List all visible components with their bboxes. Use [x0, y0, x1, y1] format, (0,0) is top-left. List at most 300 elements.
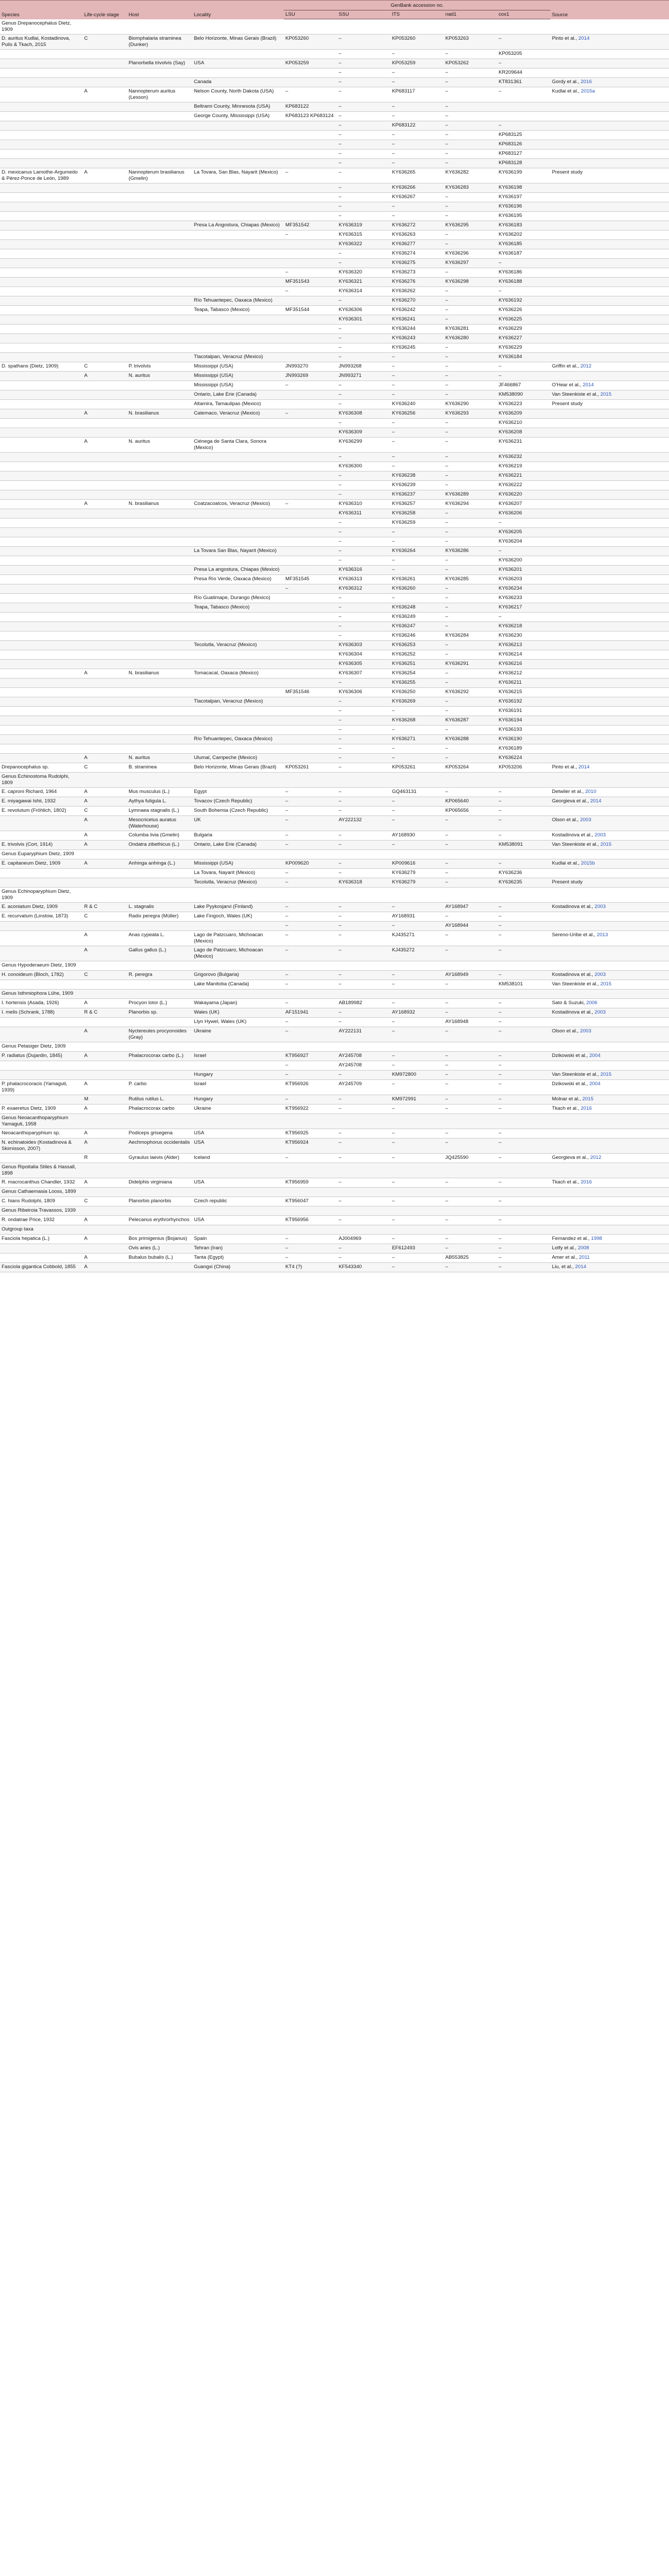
locality-cell: Wakayama (Japan): [192, 998, 284, 1008]
cox1-accession-cell: KY636211: [497, 678, 550, 687]
header-species: Species: [0, 1, 83, 19]
source-cell: [550, 221, 669, 230]
life-cycle-stage-cell: A: [83, 499, 127, 509]
source-year-link[interactable]: 2015: [600, 981, 612, 987]
locality-cell: Belo Horizonte, Minas Gerais (Brazil): [192, 34, 284, 49]
locality-cell: Beltrami County, Minnesota (USA): [192, 102, 284, 111]
source-cell: [550, 946, 669, 961]
source-year-link[interactable]: 2014: [575, 1263, 586, 1270]
host-cell: [127, 868, 192, 878]
source-cell: [550, 111, 669, 121]
source-year-link[interactable]: 1998: [591, 1235, 603, 1241]
species-cell: [0, 753, 83, 763]
species-cell: [0, 399, 83, 409]
lsu-accession-cell: –: [284, 381, 337, 390]
cox1-accession-cell: –: [497, 806, 550, 815]
table-row: [0, 840, 669, 849]
locality-cell: [192, 19, 284, 34]
cox1-accession-cell: KY636193: [497, 725, 550, 734]
host-cell: R. peregra: [127, 970, 192, 980]
lsu-accession-cell: –: [284, 930, 337, 946]
lsu-accession-cell: –: [284, 912, 337, 921]
its-accession-cell: KP053259: [390, 59, 444, 68]
its-accession-cell: [390, 989, 444, 998]
species-cell: [0, 1027, 83, 1042]
cox1-accession-cell: –: [497, 831, 550, 840]
cox1-accession-cell: KP683126: [497, 140, 550, 149]
species-cell: [0, 527, 83, 537]
species-cell: I. melis (Schrank, 1788): [0, 1008, 83, 1017]
life-cycle-stage-cell: A: [83, 859, 127, 868]
source-cell: [550, 1153, 669, 1163]
locality-cell: Hungary: [192, 1070, 284, 1079]
life-cycle-stage-cell: [83, 565, 127, 574]
source-year-link[interactable]: 2016: [580, 1105, 592, 1111]
host-cell: Bos primigenius (Bojanus): [127, 1234, 192, 1244]
cox1-accession-cell: KY636200: [497, 556, 550, 565]
nad1-accession-cell: –: [444, 230, 497, 239]
lsu-accession-cell: [284, 480, 337, 490]
ssu-accession-cell: –: [337, 556, 390, 565]
table-row: [0, 546, 669, 556]
species-cell: [0, 878, 83, 887]
genus-group-row: [0, 1206, 669, 1215]
host-cell: [127, 527, 192, 537]
locality-cell: [192, 584, 284, 593]
source-year-link[interactable]: 2014: [582, 382, 594, 388]
cox1-accession-cell: KY636186: [497, 268, 550, 277]
host-cell: [127, 878, 192, 887]
life-cycle-stage-cell: [83, 574, 127, 584]
nad1-accession-cell: [444, 1113, 497, 1129]
source-year-link[interactable]: 2015: [600, 391, 612, 397]
table-row: [0, 980, 669, 989]
lsu-accession-cell: –: [284, 1017, 337, 1027]
genus-group-row: [0, 1113, 669, 1129]
source-year-link[interactable]: 2016: [580, 78, 592, 85]
table-row: [0, 68, 669, 77]
species-cell: [0, 409, 83, 418]
source-year-link[interactable]: 2015: [600, 841, 612, 847]
its-accession-cell: KY636266: [390, 183, 444, 192]
host-cell: Nyctereutes procyonoides (Gray): [127, 1027, 192, 1042]
table-row: [0, 230, 669, 239]
locality-cell: [192, 659, 284, 669]
life-cycle-stage-cell: A: [83, 797, 127, 806]
life-cycle-stage-cell: [83, 452, 127, 462]
its-accession-cell: –: [390, 1197, 444, 1206]
nad1-accession-cell: AY168949: [444, 970, 497, 980]
source-year-link[interactable]: 2004: [589, 1052, 601, 1059]
cox1-accession-cell: –: [497, 1153, 550, 1163]
its-accession-cell: [390, 1206, 444, 1215]
species-cell: [0, 77, 83, 87]
ssu-accession-cell: –: [337, 211, 390, 221]
ssu-accession-cell: –: [337, 1244, 390, 1253]
host-cell: [127, 158, 192, 168]
nad1-accession-cell: –: [444, 868, 497, 878]
cox1-accession-cell: KT831361: [497, 77, 550, 87]
locality-cell: [192, 324, 284, 334]
table-row: [0, 1079, 669, 1095]
locality-cell: [192, 480, 284, 490]
lsu-accession-cell: [284, 556, 337, 565]
ssu-accession-cell: KY636319: [337, 221, 390, 230]
host-cell: Bubalus bubalis (L.): [127, 1253, 192, 1262]
ssu-accession-cell: [337, 772, 390, 787]
source-cell: [550, 1070, 669, 1079]
host-cell: [127, 286, 192, 296]
host-cell: [127, 140, 192, 149]
nad1-accession-cell: –: [444, 1061, 497, 1070]
cox1-accession-cell: KY636234: [497, 584, 550, 593]
locality-cell: [192, 121, 284, 130]
life-cycle-stage-cell: [83, 706, 127, 716]
nad1-accession-cell: KY636281: [444, 324, 497, 334]
nad1-accession-cell: KY636293: [444, 409, 497, 418]
table-row: [0, 49, 669, 59]
locality-cell: [192, 678, 284, 687]
source-year-link[interactable]: 2015: [600, 1071, 612, 1077]
species-cell: [0, 612, 83, 622]
table-row: [0, 277, 669, 286]
cox1-accession-cell: –: [497, 286, 550, 296]
its-accession-cell: KY636264: [390, 546, 444, 556]
ssu-accession-cell: –: [337, 1017, 390, 1027]
lsu-accession-cell: [284, 77, 337, 87]
cox1-accession-cell: KY636229: [497, 324, 550, 334]
life-cycle-stage-cell: [83, 390, 127, 399]
species-cell: [0, 390, 83, 399]
ssu-accession-cell: –: [337, 1008, 390, 1017]
host-cell: [127, 462, 192, 471]
its-accession-cell: KP009616: [390, 859, 444, 868]
cox1-accession-cell: KY636206: [497, 509, 550, 518]
lsu-accession-cell: [284, 1113, 337, 1129]
life-cycle-stage-cell: A: [83, 815, 127, 831]
ssu-accession-cell: –: [337, 102, 390, 111]
nad1-accession-cell: –: [444, 296, 497, 305]
ssu-accession-cell: –: [337, 1138, 390, 1153]
species-cell: D. mexicanus Lamothe-Argumedo & Pérez-Ponce de León, 1989: [0, 168, 83, 183]
nad1-accession-cell: [444, 989, 497, 998]
source-year-link[interactable]: 2014: [590, 798, 602, 804]
species-cell: Genus Petasiger Dietz, 1909: [0, 1042, 83, 1051]
ssu-accession-cell: AY245708: [337, 1061, 390, 1070]
species-cell: [0, 537, 83, 546]
its-accession-cell: KY636257: [390, 499, 444, 509]
source-year-link[interactable]: 2008: [578, 1245, 589, 1251]
species-cell: [0, 706, 83, 716]
host-cell: [127, 381, 192, 390]
its-accession-cell: KY636275: [390, 258, 444, 268]
life-cycle-stage-cell: [83, 211, 127, 221]
source-cell: [550, 603, 669, 612]
life-cycle-stage-cell: [83, 612, 127, 622]
species-cell: [0, 296, 83, 305]
table-row: [0, 1215, 669, 1225]
lsu-accession-cell: [284, 725, 337, 734]
source-year-link[interactable]: 2012: [580, 363, 592, 369]
source-year-link[interactable]: 2015b: [581, 860, 595, 866]
nad1-accession-cell: –: [444, 930, 497, 946]
its-accession-cell: –: [390, 980, 444, 989]
table-row: [0, 806, 669, 815]
life-cycle-stage-cell: [83, 887, 127, 902]
life-cycle-stage-cell: [83, 697, 127, 706]
lsu-accession-cell: KT956927: [284, 1051, 337, 1061]
nad1-accession-cell: –: [444, 697, 497, 706]
nad1-accession-cell: –: [444, 678, 497, 687]
table-row: [0, 192, 669, 202]
species-cell: D. spathans (Dietz, 1909): [0, 362, 83, 371]
ssu-accession-cell: KF543340: [337, 1262, 390, 1272]
life-cycle-stage-cell: [83, 140, 127, 149]
source-year-link[interactable]: 2013: [596, 932, 608, 938]
cox1-accession-cell: –: [497, 912, 550, 921]
life-cycle-stage-cell: [83, 315, 127, 324]
life-cycle-stage-cell: [83, 183, 127, 192]
its-accession-cell: [390, 1113, 444, 1129]
species-cell: [0, 462, 83, 471]
life-cycle-stage-cell: [83, 49, 127, 59]
cox1-accession-cell: [497, 849, 550, 859]
source-cell: [550, 452, 669, 462]
its-accession-cell: [390, 849, 444, 859]
source-year-link[interactable]: 2003: [580, 816, 592, 823]
nad1-accession-cell: –: [444, 462, 497, 471]
source-year-link[interactable]: 2010: [585, 788, 596, 795]
ssu-accession-cell: –: [337, 546, 390, 556]
nad1-accession-cell: KY636290: [444, 399, 497, 409]
its-accession-cell: KY636259: [390, 518, 444, 527]
its-accession-cell: –: [390, 970, 444, 980]
source-cell: [550, 418, 669, 428]
its-accession-cell: KY636258: [390, 509, 444, 518]
ssu-accession-cell: –: [337, 612, 390, 622]
life-cycle-stage-cell: [83, 849, 127, 859]
cox1-accession-cell: KY636218: [497, 622, 550, 631]
its-accession-cell: KY636267: [390, 192, 444, 202]
cox1-accession-cell: KY636224: [497, 753, 550, 763]
source-year-link[interactable]: 2006: [586, 999, 597, 1006]
source-cell: [550, 409, 669, 418]
cox1-accession-cell: –: [497, 1104, 550, 1113]
species-cell: [0, 716, 83, 725]
its-accession-cell: KY636256: [390, 409, 444, 418]
source-year-link[interactable]: 2012: [590, 1154, 602, 1160]
species-cell: [0, 640, 83, 650]
ssu-accession-cell: –: [337, 946, 390, 961]
source-year-link[interactable]: 2003: [594, 971, 606, 978]
nad1-accession-cell: –: [444, 102, 497, 111]
nad1-accession-cell: –: [444, 603, 497, 612]
its-accession-cell: KY636279: [390, 868, 444, 878]
genus-group-row: [0, 772, 669, 787]
source-cell: [550, 1253, 669, 1262]
table-row: [0, 622, 669, 631]
source-year-link[interactable]: 2003: [594, 1009, 606, 1015]
host-cell: [127, 452, 192, 462]
host-cell: Biomphalaria straminea (Dunker): [127, 34, 192, 49]
lsu-accession-cell: KP683123 KP683124: [284, 111, 337, 121]
life-cycle-stage-cell: [83, 622, 127, 631]
table-row: [0, 130, 669, 140]
source-year-link[interactable]: 2014: [578, 764, 590, 770]
source-year-link[interactable]: 2003: [580, 1028, 592, 1034]
source-cell: [550, 183, 669, 192]
locality-cell: [192, 1187, 284, 1197]
source-authors: Griffin et al.,: [552, 363, 579, 369]
source-cell: [550, 669, 669, 678]
source-cell: [550, 921, 669, 930]
species-cell: [0, 158, 83, 168]
host-cell: [127, 68, 192, 77]
ssu-accession-cell: KY636314: [337, 286, 390, 296]
locality-cell: [192, 716, 284, 725]
locality-cell: [192, 706, 284, 716]
its-accession-cell: –: [390, 744, 444, 753]
lsu-accession-cell: [284, 249, 337, 258]
ssu-accession-cell: –: [337, 49, 390, 59]
cox1-accession-cell: KY636235: [497, 878, 550, 887]
host-cell: [127, 989, 192, 998]
life-cycle-stage-cell: [83, 471, 127, 480]
host-cell: [127, 1017, 192, 1027]
life-cycle-stage-cell: C: [83, 763, 127, 772]
its-accession-cell: KY636263: [390, 230, 444, 239]
life-cycle-stage-cell: [83, 130, 127, 140]
host-cell: [127, 121, 192, 130]
source-year-link[interactable]: 2015a: [581, 88, 595, 94]
ssu-accession-cell: [337, 1042, 390, 1051]
its-accession-cell: –: [390, 49, 444, 59]
source-cell: [550, 140, 669, 149]
source-cell: [550, 980, 669, 989]
locality-cell: [192, 268, 284, 277]
life-cycle-stage-cell: [83, 352, 127, 362]
lsu-accession-cell: [284, 734, 337, 744]
table-row: [0, 334, 669, 343]
ssu-accession-cell: KY636311: [337, 509, 390, 518]
cox1-accession-cell: –: [497, 859, 550, 868]
table-row: [0, 921, 669, 930]
table-row: [0, 490, 669, 499]
source-year-link[interactable]: 2016: [580, 1179, 592, 1185]
source-cell: [550, 998, 669, 1008]
species-cell: Genus Isthmiophora Lühe, 1909: [0, 989, 83, 998]
species-cell: [0, 631, 83, 640]
ssu-accession-cell: –: [337, 490, 390, 499]
its-accession-cell: KP683122: [390, 121, 444, 130]
locality-cell: Nelson County, North Dakota (USA): [192, 87, 284, 102]
source-cell: [550, 268, 669, 277]
cox1-accession-cell: KY636207: [497, 499, 550, 509]
cox1-accession-cell: KY636230: [497, 631, 550, 640]
nad1-accession-cell: –: [444, 381, 497, 390]
life-cycle-stage-cell: [83, 418, 127, 428]
ssu-accession-cell: –: [337, 744, 390, 753]
source-year-link[interactable]: 2014: [578, 35, 590, 41]
locality-cell: La Tovara San Blas, Nayarit (Mexico): [192, 546, 284, 556]
its-accession-cell: KY636251: [390, 659, 444, 669]
nad1-accession-cell: KY636283: [444, 183, 497, 192]
life-cycle-stage-cell: [83, 158, 127, 168]
lsu-accession-cell: [284, 546, 337, 556]
locality-cell: [192, 471, 284, 480]
locality-cell: George County, Mississippi (USA): [192, 111, 284, 121]
nad1-accession-cell: –: [444, 946, 497, 961]
life-cycle-stage-cell: [83, 19, 127, 34]
source-year-link[interactable]: 2003: [594, 903, 606, 910]
species-cell: [0, 1070, 83, 1079]
nad1-accession-cell: –: [444, 1244, 497, 1253]
source-cell: [550, 168, 669, 183]
life-cycle-stage-cell: R & C: [83, 902, 127, 912]
nad1-accession-cell: –: [444, 149, 497, 158]
cox1-accession-cell: KY636219: [497, 462, 550, 471]
nad1-accession-cell: –: [444, 471, 497, 480]
life-cycle-stage-cell: A: [83, 168, 127, 183]
host-cell: Procyon lotor (L.): [127, 998, 192, 1008]
species-cell: Genus Neoacanthoparyphium Yamaguti, 1958: [0, 1113, 83, 1129]
ssu-accession-cell: –: [337, 1215, 390, 1225]
host-cell: Planorbis sp.: [127, 1008, 192, 1017]
nad1-accession-cell: –: [444, 343, 497, 352]
life-cycle-stage-cell: A: [83, 840, 127, 849]
source-cell: [550, 772, 669, 787]
species-cell: E. capitaneum Dietz, 1909: [0, 859, 83, 868]
locality-cell: USA: [192, 59, 284, 68]
lsu-accession-cell: [284, 68, 337, 77]
cox1-accession-cell: KM538101: [497, 980, 550, 989]
source-cell: [550, 1104, 669, 1113]
locality-cell: Iceland: [192, 1153, 284, 1163]
host-cell: [127, 1042, 192, 1051]
cox1-accession-cell: [497, 1163, 550, 1178]
source-year-link[interactable]: 2015: [582, 1096, 594, 1102]
locality-cell: Altamira, Tamaulipas (Mexico): [192, 399, 284, 409]
nad1-accession-cell: –: [444, 111, 497, 121]
lsu-accession-cell: MF351544: [284, 305, 337, 315]
species-cell: [0, 192, 83, 202]
host-cell: Lymnaea stagnalis (L.): [127, 806, 192, 815]
source-year-link[interactable]: 2004: [589, 1080, 601, 1087]
life-cycle-stage-cell: A: [83, 1027, 127, 1042]
source-year-link[interactable]: 2003: [594, 832, 606, 838]
species-cell: [0, 202, 83, 211]
source-year-link[interactable]: 2011: [579, 1254, 590, 1260]
locality-cell: [192, 518, 284, 527]
nad1-accession-cell: –: [444, 480, 497, 490]
source-cell: [550, 1042, 669, 1051]
species-cell: [0, 930, 83, 946]
lsu-accession-cell: AF151941: [284, 1008, 337, 1017]
lsu-accession-cell: [284, 192, 337, 202]
ssu-accession-cell: –: [337, 381, 390, 390]
ssu-accession-cell: –: [337, 59, 390, 68]
lsu-accession-cell: [284, 258, 337, 268]
table-row: [0, 878, 669, 887]
locality-cell: [192, 192, 284, 202]
source-cell: [550, 296, 669, 305]
life-cycle-stage-cell: [83, 1113, 127, 1129]
species-cell: [0, 509, 83, 518]
life-cycle-stage-cell: [83, 878, 127, 887]
lsu-accession-cell: [284, 211, 337, 221]
cox1-accession-cell: KP683127: [497, 149, 550, 158]
ssu-accession-cell: JN993268: [337, 362, 390, 371]
